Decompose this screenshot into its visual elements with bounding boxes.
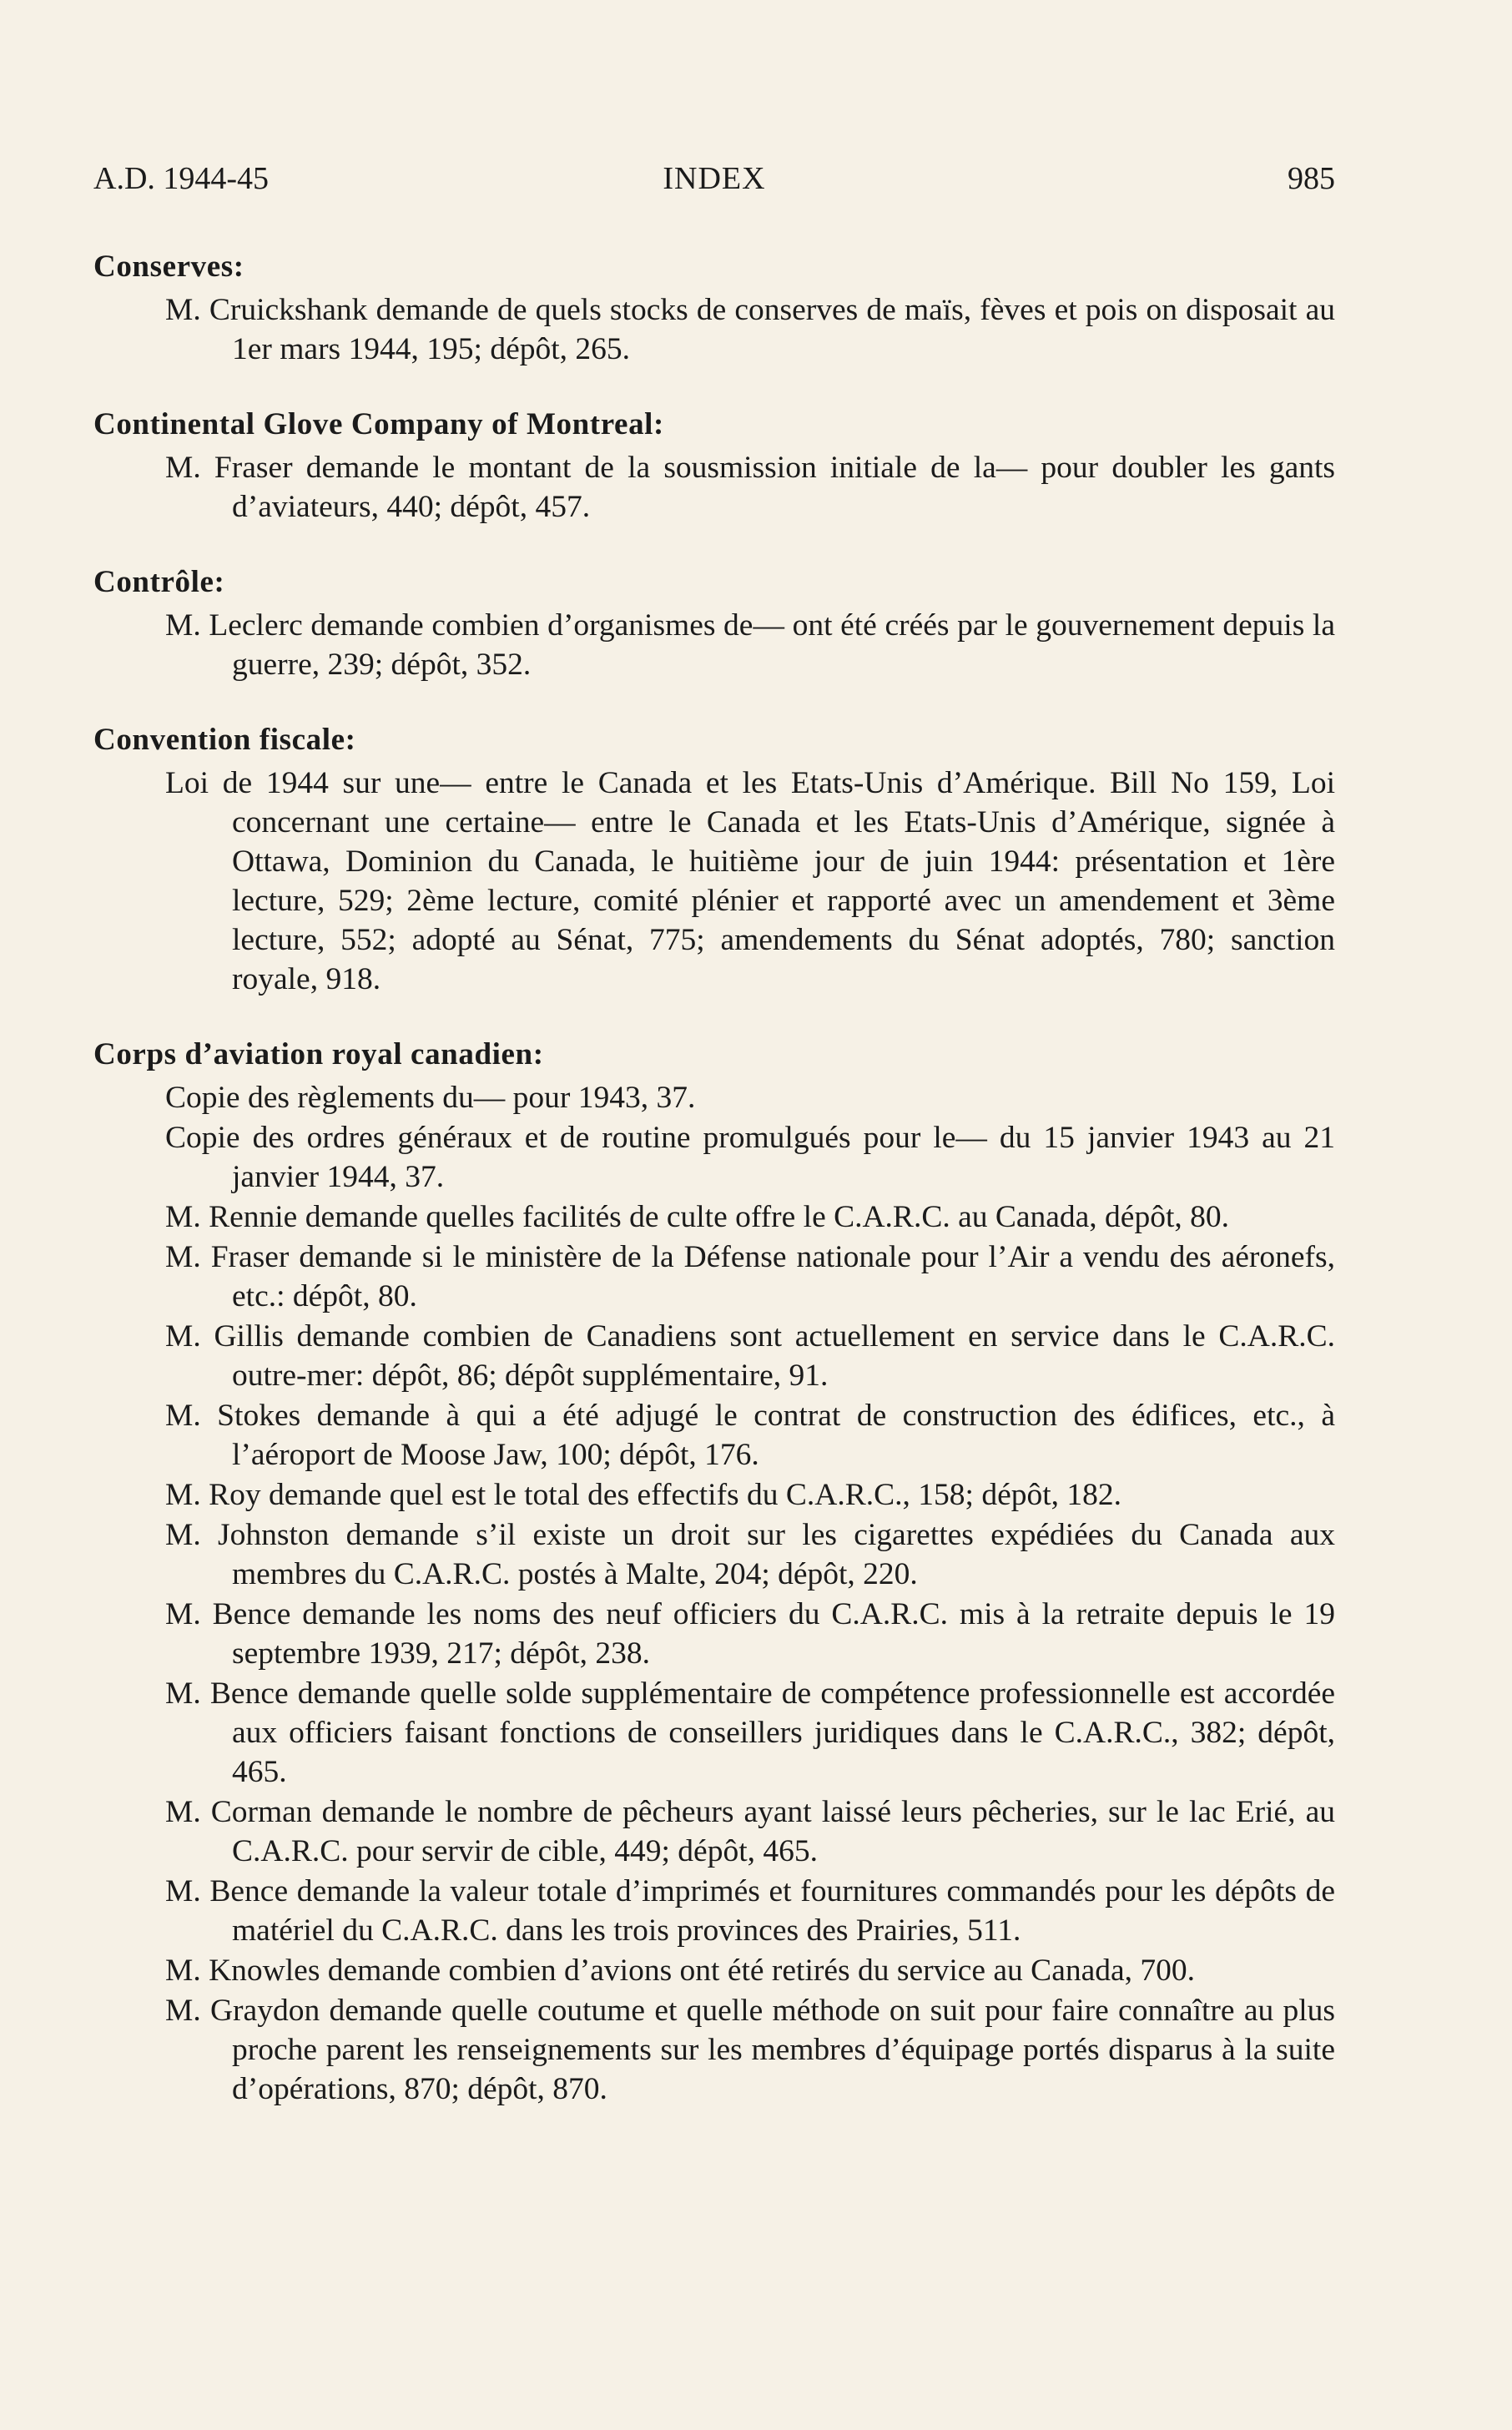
index-entry: M. Gillis demande combien de Canadiens sont actuellement en service dans le C.A.R.C. outre-mer: dépôt, 86; dépôt supplémentaire, 91.: [165, 1319, 1335, 1393]
section-heading: Contrôle:: [93, 565, 225, 599]
index-entry: Copie des règlements du— pour 1943, 37.: [165, 1081, 696, 1115]
index-content: [93, 247, 1335, 2145]
index-section: [93, 562, 1335, 684]
index-section: [93, 247, 1335, 369]
index-entry: M. Corman demande le nombre de pêcheurs ayant laissé leurs pêcheries, sur le lac Erié, au C.A.R.C. pour servir de cible, 449; dépôt, 465.: [165, 1795, 1335, 1868]
index-entry: M. Bence demande les noms des neuf officiers du C.A.R.C. mis à la retraite depuis le 19 septembre 1939, 217; dépôt, 238.: [165, 1597, 1335, 1671]
index-entry: M. Roy demande quel est le total des effectifs du C.A.R.C., 158; dépôt, 182.: [165, 1478, 1122, 1512]
index-entry: M. Leclerc demande combien d’organismes de— ont été créés par le gouvernement depuis la guerre, 239; dépôt, 352.: [165, 608, 1335, 682]
index-entry: M. Stokes demande à qui a été adjugé le contrat de construction des édifices, etc., à l’aéroport de Moose Jaw, 100; dépôt, 176.: [165, 1399, 1335, 1472]
index-entry: M. Cruickshank demande de quels stocks de conserves de maïs, fèves et pois on disposait au 1er mars 1944, 195; dépôt, 265.: [165, 293, 1335, 366]
page-title: INDEX: [663, 161, 766, 196]
index-entry: M. Rennie demande quelles facilités de culte offre le C.A.R.C. au Canada, dépôt, 80.: [165, 1200, 1229, 1234]
index-entry: M. Graydon demande quelle coutume et quelle méthode on suit pour faire connaître au plus proche parent les renseignements sur les membres d’équipage portés disparus à la suite d’opérations, 870; dépôt, 870.: [165, 1994, 1335, 2106]
index-section: [93, 1035, 1335, 2109]
index-section: [93, 720, 1335, 999]
session-years: A.D. 1944-45: [93, 161, 270, 196]
index-entry: M. Fraser demande si le ministère de la Défense nationale pour l’Air a vendu des aéronefs, etc.: dépôt, 80.: [165, 1240, 1335, 1313]
section-heading: Conserves:: [93, 250, 244, 284]
index-entry: M. Bence demande la valeur totale d’imprimés et fournitures commandés pour les dépôts de matériel du C.A.R.C. dans les trois provinces des Prairies, 511.: [165, 1874, 1335, 1948]
index-section: [93, 405, 1335, 527]
section-heading: Corps d’aviation royal canadien:: [93, 1037, 544, 1071]
index-entry: M. Bence demande quelle solde supplémentaire de compétence professionnelle est accordée aux officiers faisant fonctions de conseillers juridiques dans le C.A.R.C., 382; dépôt, 465.: [165, 1676, 1335, 1789]
section-heading: Continental Glove Company of Montreal:: [93, 407, 664, 441]
page-number: 985: [1288, 161, 1335, 196]
index-entry: M. Fraser demande le montant de la sousmission initiale de la— pour doubler les gants d’aviateurs, 440; dépôt, 457.: [165, 451, 1335, 524]
section-heading: Convention fiscale:: [93, 723, 356, 757]
index-entry: M. Johnston demande s’il existe un droit sur les cigarettes expédiées du Canada aux membres du C.A.R.C. postés à Malte, 204; dépôt, 220.: [165, 1518, 1335, 1591]
index-entry: M. Knowles demande combien d’avions ont été retirés du service au Canada, 700.: [165, 1954, 1196, 1988]
running-head: [93, 157, 1335, 200]
index-entry: Copie des ordres généraux et de routine promulgués pour le— du 15 janvier 1943 au 21 janvier 1944, 37.: [165, 1121, 1335, 1194]
index-entry: Loi de 1944 sur une— entre le Canada et les Etats-Unis d’Amérique. Bill No 159, Loi concernant une certaine— entre le Canada et les Etats-Unis d’Amérique, signée à Ottawa, Dominion du Canada, le huitième jour de juin 1944: présentation et 1ère lecture, 529; 2ème lecture, comité plénier et rapporté avec un amendement et 3ème lecture, 552; adopté au Sénat, 775; amendements du Sénat adoptés, 780; sanction royale, 918.: [165, 766, 1335, 996]
